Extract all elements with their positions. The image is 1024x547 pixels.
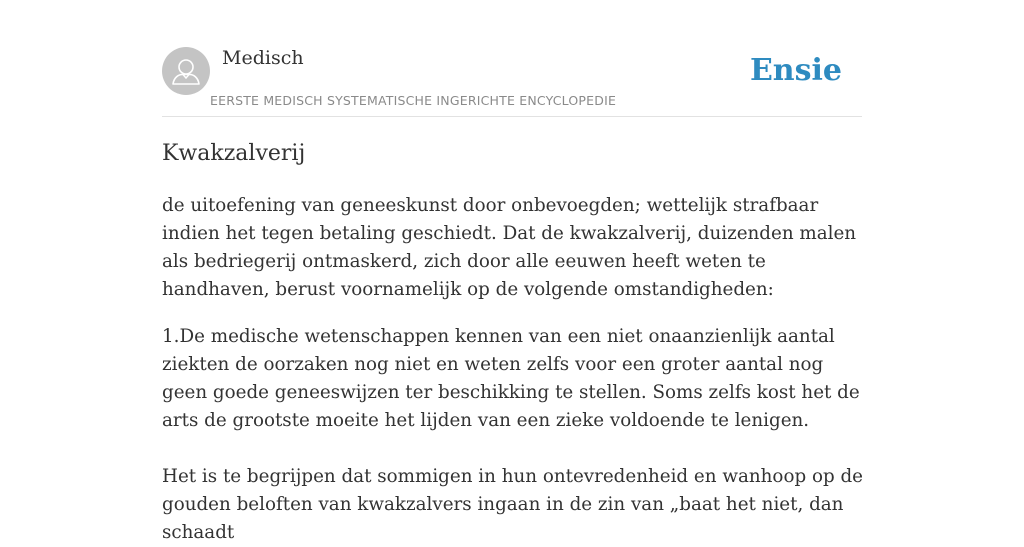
article-paragraph: 1.De medische wetenschappen kennen van een niet onaanzienlijk aantal ziekten de oorzaken nog niet en weten zelfs voor een groter aantal nog geen goede geneeswijzen ter beschikking te stellen. Soms zelfs kost het de arts de grootste moeite het lijden van een zieke voldoende te lenigen. xyxy=(162,326,860,431)
article-paragraph: de uitoefening van geneeskunst door onbevoegden; wettelijk strafbaar indien het tegen betaling geschiedt. Dat de kwakzalverij, duizenden malen als bedriegerij ontmaskerd, zich door alle eeuwen heeft weten te handhaven, berust voornamelijk op de volgende omstandigheden: xyxy=(162,195,857,300)
article-body xyxy=(162,138,866,547)
source-subtitle: EERSTE MEDISCH SYSTEMATISCHE INGERICHTE ENCYCLOPEDIE xyxy=(210,93,617,108)
article-title: Kwakzalverij xyxy=(162,141,306,166)
user-icon[interactable] xyxy=(162,47,210,95)
article-paragraph: Het is te begrijpen dat sommigen in hun ontevredenheid en wanhoop op de gouden beloften van kwakzalvers ingaan in de zin van „baat het niet, dan schaadt xyxy=(162,466,863,543)
ensie-logo-link[interactable]: Ensie xyxy=(749,53,842,88)
source-header xyxy=(162,46,862,117)
source-name-link[interactable]: Medisch xyxy=(222,47,304,69)
